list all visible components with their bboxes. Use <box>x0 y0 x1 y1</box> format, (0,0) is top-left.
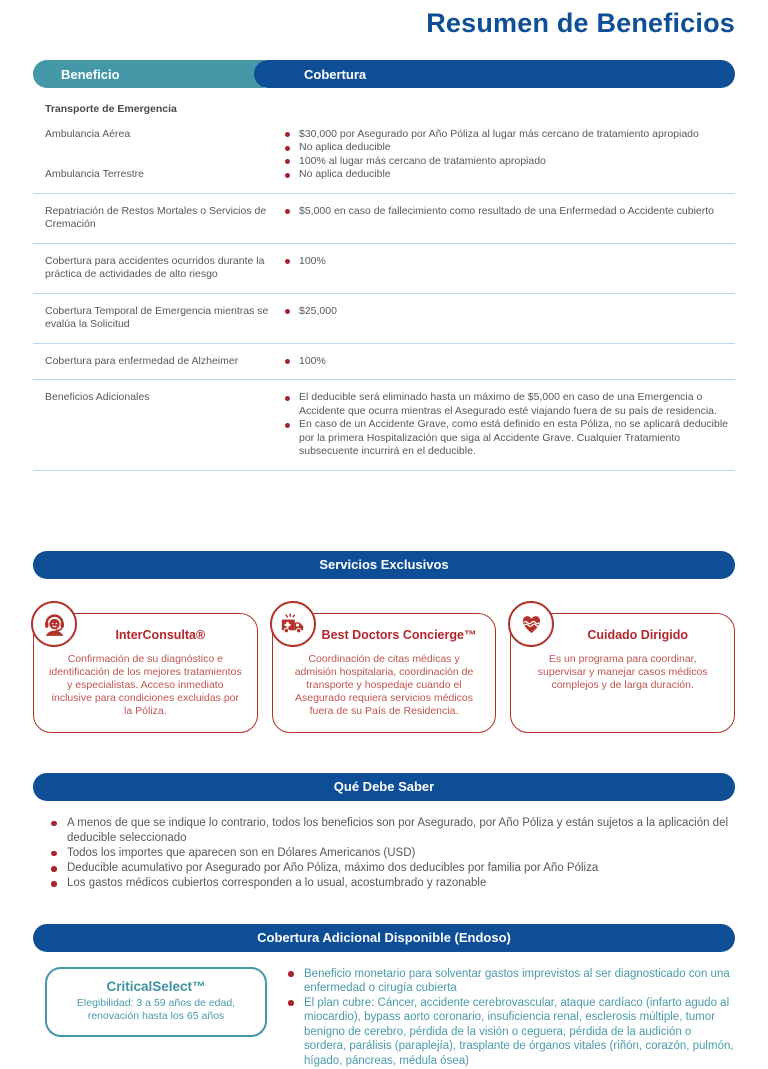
coverage-list <box>283 128 735 182</box>
benefit-label-ground: Ambulancia Terrestre <box>45 168 145 180</box>
benefit-label: Repatriación de Restos Mortales o Servicios de Cremación <box>45 204 267 230</box>
benefit-label: Cobertura para accidentes ocurridos durante la práctica de actividades de alto riesgo <box>45 254 265 280</box>
note-item: A menos de que se indique lo contrario, todos los beneficios son por Asegurado, por Año Póliza y están sujetos a la aplicación del deducible seleccionado <box>51 816 735 846</box>
bullet-item: En caso de un Accidente Grave, como está definido en esta Póliza, no se aplicará deducible por la primera Hospitalización que siga al Accidente Grave. Cualquier Tratamiento subsecuente incurrirá en el deducible. <box>283 418 735 459</box>
service-card-interconsulta <box>33 613 258 733</box>
bullet-item: El deducible será eliminado hasta un máximo de $5,000 en caso de una Emergencia o Accidente que ocurra mientras el Asegurado esté viajando fuera de su país de residencia. <box>283 391 735 418</box>
note-item: Deducible acumulativo por Asegurado por Año Póliza, máximo dos deducibles por familia por Año Póliza <box>51 861 735 876</box>
bullet-item: 100% al lugar más cercano de tratamiento apropiado <box>283 155 735 169</box>
banner-cobertura-adicional: Cobertura Adicional Disponible (Endoso) <box>33 924 735 952</box>
service-card-title: InterConsulta® <box>115 627 206 642</box>
column-header-coverage: Cobertura <box>254 60 735 88</box>
bullet-item: 100% <box>283 255 735 269</box>
benefit-label: Beneficios Adicionales <box>45 391 150 403</box>
banner-que-debe-saber: Qué Debe Saber <box>33 773 735 801</box>
service-card-body: Es un programa para coordinar, supervisar y manejar casos médicos complejos y de larga duración. <box>537 652 708 691</box>
benefit-label: Cobertura para enfermedad de Alzheimer <box>45 354 239 367</box>
table-row-alto-riesgo <box>33 244 735 294</box>
table-header <box>33 60 735 88</box>
endoso-bullets-list <box>288 967 735 1069</box>
service-card-title: Best Doctors Concierge™ <box>321 627 477 642</box>
know-notes-list <box>33 816 735 892</box>
support-agent-icon <box>31 601 77 647</box>
table-row-cobertura-temporal <box>33 294 735 344</box>
coverage-list <box>283 255 735 269</box>
bullet-item: $5,000 en caso de fallecimiento como resultado de una Enfermedad o Accidente cubierto <box>283 205 735 219</box>
note-item: Los gastos médicos cubiertos corresponden a lo usual, acostumbrado y razonable <box>51 876 735 891</box>
endoso-bullet-item: El plan cubre: Cáncer, accidente cerebrovascular, ataque cardíaco (infarto agudo al miocardio), bypass aorto coronario, insuficiencia renal, esclerosis múltiple, tumor benigno de cerebro, pérdida de la visión o ceguera, pérdida de la audición o sordera, parálisis (paraplejía), trasplante de órganos vitales (riñón, corazón, pulmón, hígado, páncreas, médula ósea) <box>288 996 735 1069</box>
page-title: Resumen de Beneficios <box>426 8 735 38</box>
benefit-label-group <box>33 128 283 182</box>
service-card-body: Confirmación de su diagnóstico e identificación de los mejores tratamientos y especialistas. Acceso inmediato inclusive para condiciones excluidas por la Póliza. <box>49 652 242 717</box>
coverage-list <box>283 391 735 459</box>
bullet-item: 100% <box>283 355 735 369</box>
bullet-item: No aplica deducible <box>283 168 735 182</box>
endoso-bullet-item: Beneficio monetario para solventar gastos imprevistos al ser diagnosticado con una enfermedad o cirugía cubierta <box>288 967 735 996</box>
coverage-list <box>283 205 735 219</box>
benefit-label: Cobertura Temporal de Emergencia mientras se evalúa la Solicitud <box>45 304 269 330</box>
bullet-item: No aplica deducible <box>283 141 735 155</box>
criticalselect-title: CriticalSelect™ <box>106 978 206 994</box>
service-card-cuidado-dirigido <box>510 613 735 733</box>
benefit-label-air: Ambulancia Aérea <box>45 127 131 140</box>
service-cards <box>33 613 735 733</box>
column-header-benefit: Beneficio <box>33 60 276 88</box>
ambulance-icon <box>270 601 316 647</box>
service-card-title: Cuidado Dirigido <box>587 627 689 642</box>
section-title-transporte: Transporte de Emergencia <box>45 103 177 115</box>
criticalselect-eligibility: Elegibilidad: 3 a 59 años de edad, renovación hasta los 65 años <box>76 996 236 1022</box>
endoso-section <box>33 967 735 1069</box>
benefits-table <box>33 88 735 471</box>
bullet-item: $25,000 <box>283 305 735 319</box>
table-row-ambulance <box>33 117 735 194</box>
table-row-beneficios-adicionales <box>33 380 735 471</box>
service-card-best-doctors-concierge <box>272 613 497 733</box>
criticalselect-card <box>45 967 267 1037</box>
service-card-body: Coordinación de citas médicas y admisión hospitalaria, coordinación de transporte y hospedaje cuando el Asegurado requiera servicios médicos fuera de su País de Residencia. <box>294 652 474 717</box>
table-row-repatriacion <box>33 194 735 244</box>
heart-pulse-icon <box>508 601 554 647</box>
coverage-list <box>283 305 735 319</box>
table-row-alzheimer <box>33 344 735 381</box>
note-item: Todos los importes que aparecen son en Dólares Americanos (USD) <box>51 846 735 861</box>
label-spacer <box>45 141 273 168</box>
coverage-list <box>283 355 735 369</box>
banner-servicios-exclusivos: Servicios Exclusivos <box>33 551 735 579</box>
bullet-item: $30,000 por Asegurado por Año Póliza al lugar más cercano de tratamiento apropiado <box>283 128 735 142</box>
